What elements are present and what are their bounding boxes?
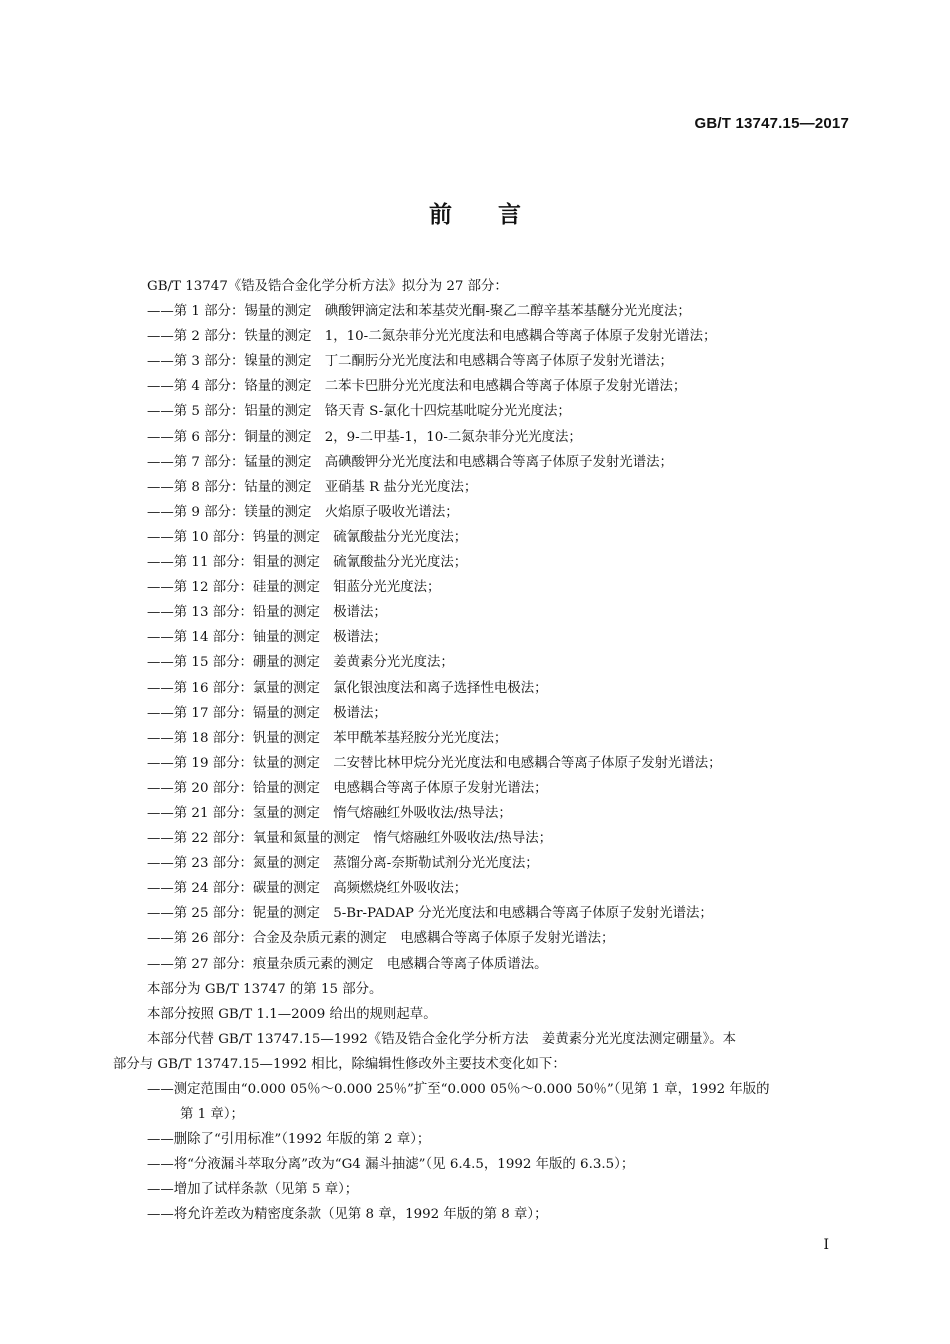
- part-item: ——第 23 部分：氮量的测定 蒸馏分离-奈斯勒试剂分光光度法；: [147, 856, 539, 872]
- document-body: [113, 274, 851, 1228]
- part-item: ——第 14 部分：铀量的测定 极谱法；: [147, 630, 387, 646]
- standard-number: GB/T 13747.15—2017: [694, 115, 849, 132]
- change-item: ——将“分液漏斗萃取分离”改为“G4 漏斗抽滤”（见 6.4.5，1992 年版的 6.3.5）；: [147, 1157, 635, 1173]
- part-item: ——第 20 部分：铪量的测定 电感耦合等离子体原子发射光谱法；: [147, 780, 548, 796]
- page-title: 前言: [429, 202, 567, 228]
- change-item: ——测定范围由“0.000 05％～0.000 25％”扩至“0.000 05％～0.000 50％”（见第 1 章，1992 年版的: [147, 1082, 770, 1097]
- this-part-paragraph: 本部分为 GB/T 13747 的第 15 部分。: [147, 981, 383, 997]
- part-item: ——第 1 部分：锡量的测定 碘酸钾滴定法和苯基荧光酮-聚乙二醇辛基苯基醚分光光度法；: [147, 304, 691, 320]
- part-item: ——第 15 部分：硼量的测定 姜黄素分光光度法；: [147, 655, 454, 671]
- part-item: ——第 17 部分：镉量的测定 极谱法；: [147, 705, 387, 721]
- part-item: ——第 26 部分：合金及杂质元素的测定 电感耦合等离子体原子发射光谱法；: [147, 931, 615, 947]
- part-item: ——第 4 部分：铬量的测定 二苯卡巴肼分光光度法和电感耦合等离子体原子发射光谱法；: [147, 379, 687, 395]
- part-item: ——第 5 部分：铝量的测定 铬天青 S-氯化十四烷基吡啶分光光度法；: [147, 404, 571, 420]
- part-item: ——第 18 部分：钒量的测定 苯甲酰苯基羟胺分光光度法；: [147, 730, 508, 746]
- part-item: ——第 27 部分：痕量杂质元素的测定 电感耦合等离子体质谱法。: [147, 956, 548, 972]
- part-item: ——第 13 部分：铅量的测定 极谱法；: [147, 605, 387, 621]
- change-item: ——增加了试样条款（见第 5 章）；: [147, 1182, 359, 1198]
- part-item: ——第 12 部分：硅量的测定 钼蓝分光光度法；: [147, 580, 441, 596]
- part-item: ——第 11 部分：钼量的测定 硫氰酸盐分光光度法；: [147, 555, 468, 571]
- part-item: ——第 24 部分：碳量的测定 高频燃烧红外吸收法；: [147, 881, 468, 897]
- part-item: ——第 19 部分：钛量的测定 二安替比林甲烷分光光度法和电感耦合等离子体原子发射光谱法；: [147, 755, 722, 771]
- part-item: ——第 7 部分：锰量的测定 高碘酸钾分光光度法和电感耦合等离子体原子发射光谱法；: [147, 454, 673, 470]
- intro-line: GB/T 13747《锆及锆合金化学分析方法》拟分为 27 部分：: [147, 279, 508, 294]
- part-item: ——第 8 部分：钴量的测定 亚硝基 R 盐分光光度法；: [147, 479, 478, 495]
- change-item: ——将允许差改为精密度条款（见第 8 章，1992 年版的第 8 章）；: [147, 1207, 548, 1223]
- part-item: ——第 16 部分：氯量的测定 氯化银浊度法和离子选择性电极法；: [147, 680, 548, 696]
- page-number: I: [823, 1237, 829, 1253]
- part-item: ——第 6 部分：铜量的测定 2，9-二甲基-1，10-二氮杂菲分光光度法；: [147, 429, 582, 445]
- part-item: ——第 9 部分：镁量的测定 火焰原子吸收光谱法；: [147, 504, 459, 520]
- part-item: ——第 21 部分：氢量的测定 惰气熔融红外吸收法/热导法；: [147, 805, 512, 821]
- part-item: ——第 2 部分：铁量的测定 1，10-二氮杂菲分光光度法和电感耦合等离子体原子发射光谱法；: [147, 329, 717, 345]
- part-item: ——第 25 部分：铌量的测定 5-Br-PADAP 分光光度法和电感耦合等离子体原子发射光谱法；: [147, 906, 713, 922]
- replacement-paragraph-line2: 部分与 GB/T 13747.15—1992 相比，除编辑性修改外主要技术变化如下：: [113, 1056, 566, 1072]
- change-item-continuation: 第 1 章）；: [180, 1107, 244, 1123]
- replacement-paragraph-line1: 本部分代替 GB/T 13747.15—1992《锆及锆合金化学分析方法 姜黄素分光光度法测定硼量》。本: [147, 1031, 737, 1047]
- part-item: ——第 22 部分：氧量和氮量的测定 惰气熔融红外吸收法/热导法；: [147, 831, 552, 847]
- part-item: ——第 10 部分：钨量的测定 硫氰酸盐分光光度法；: [147, 529, 468, 545]
- drafting-rules-paragraph: 本部分按照 GB/T 1.1—2009 给出的规则起草。: [147, 1006, 437, 1022]
- part-item: ——第 3 部分：镍量的测定 丁二酮肟分光光度法和电感耦合等离子体原子发射光谱法；: [147, 354, 673, 370]
- change-item: ——删除了“引用标准”（1992 年版的第 2 章）；: [147, 1132, 431, 1148]
